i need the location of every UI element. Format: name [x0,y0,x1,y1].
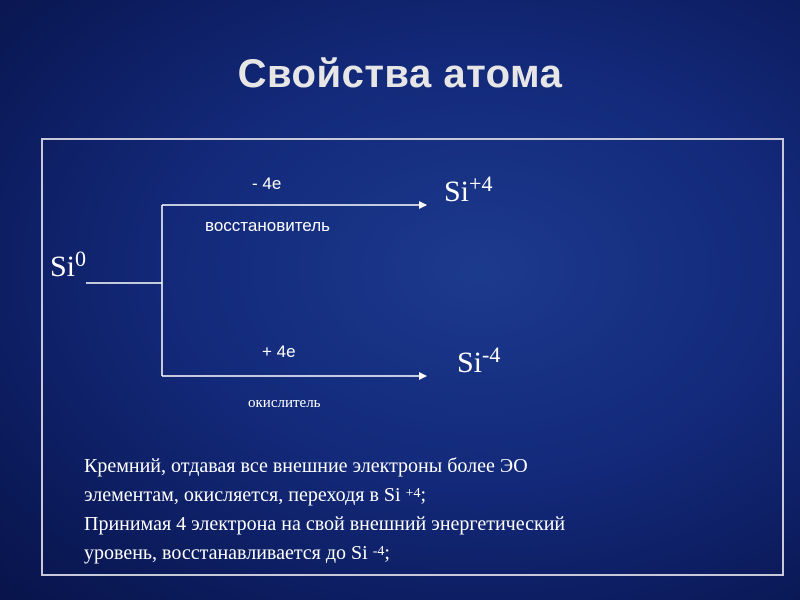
explanation-line-3 [84,510,764,539]
explanation-line-2 [84,481,764,510]
explanation-text [84,452,764,568]
lower-role-label: окислитель [248,395,321,411]
line-4-end: ; [384,542,390,564]
upper-product-charge: +4 [469,171,493,196]
upper-role-label: восстановитель [205,216,330,235]
slide-title: Свойства атома [237,52,563,96]
upper-product [444,171,493,209]
lower-product [457,342,501,380]
upper-electrons-label: - 4е [252,174,282,193]
line-2-charge: +4 [405,486,421,501]
explanation-line-4 [84,539,764,568]
lower-electrons-label: + 4е [262,342,296,361]
start-charge: 0 [75,246,87,271]
line-3-text: Принимая 4 электрона на свой внешний энергетический [84,513,566,535]
explanation-line-1 [84,452,764,481]
line-2-end: ; [420,484,427,506]
line-4-charge: -4 [372,544,385,559]
lower-product-symbol: Si [457,346,483,379]
start-symbol: Si [50,250,76,283]
line-1-text: Кремний, отдавая все внешние электроны более ЭО [84,455,528,477]
line-4-text: уровень, восстанавливается до Si [84,542,373,564]
lower-product-charge: -4 [482,342,501,367]
line-2-text: элементам, окисляется, переходя в Si [84,484,406,506]
start-species [50,246,87,284]
upper-product-symbol: Si [444,175,470,208]
